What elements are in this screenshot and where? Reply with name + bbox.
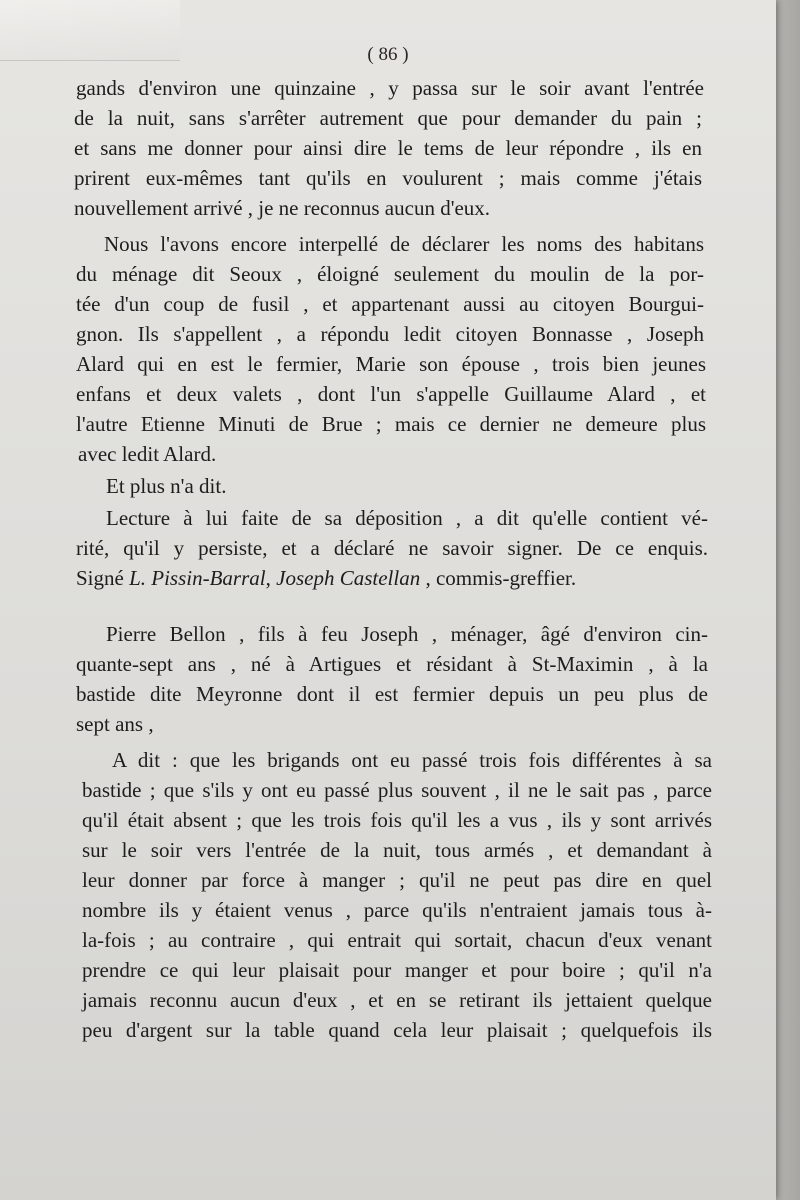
text-line: bastide dite Meyronne dont il est fermier depuis un peu plus de <box>76 682 708 706</box>
text-line: gands d'environ une quinzaine , y passa sur le soir avant l'entrée <box>76 76 704 100</box>
text-line: Pierre Bellon , fils à feu Joseph , ménager, âgé d'environ cin- <box>106 622 708 646</box>
signature-name-2: Joseph Castellan <box>276 566 421 590</box>
text-line: du ménage dit Seoux , éloigné seulement du moulin de la por- <box>76 262 704 286</box>
text-line: bastide ; que s'ils y ont eu passé plus souvent , il ne le sait pas , parce <box>82 778 712 802</box>
text-line: Alard qui en est le fermier, Marie son épouse , trois bien jeunes <box>76 352 706 376</box>
text-line: la-fois ; au contraire , qui entrait qui sortait, chacun d'eux venant <box>82 928 712 952</box>
signature-suffix: , commis-greffier. <box>420 566 577 590</box>
text-line: rité, qu'il y persiste, et a déclaré ne savoir signer. De ce enquis. <box>76 536 708 560</box>
text-line: avec ledit Alard. <box>78 442 217 466</box>
text-line: peu d'argent sur la table quand cela leur plaisait ; quelquefois ils <box>82 1018 712 1042</box>
text-line: de la nuit, sans s'arrêter autrement que pour demander du pain ; <box>74 106 702 130</box>
text-line: nouvellement arrivé , je ne reconnus aucun d'eux. <box>74 196 491 220</box>
signature-name-1: L. Pissin-Barral <box>129 566 266 590</box>
text-line: sept ans , <box>76 712 154 736</box>
signature-line <box>76 566 708 591</box>
text-line: A dit : que les brigands ont eu passé trois fois différentes à sa <box>112 748 712 772</box>
text-line: quante-sept ans , né à Artigues et résidant à St-Maximin , à la <box>76 652 708 676</box>
text-line: jamais reconnu aucun d'eux , et en se retirant ils jettaient quelque <box>82 988 712 1012</box>
text-line: Et plus n'a dit. <box>106 474 227 498</box>
page-number: ( 86 ) <box>367 44 409 65</box>
text-line: et sans me donner pour ainsi dire le tems de leur répondre , ils en <box>74 136 702 160</box>
text-line: tée d'un coup de fusil , et appartenant aussi au citoyen Bourgui- <box>76 292 704 316</box>
text-line: gnon. Ils s'appellent , a répondu ledit citoyen Bonnasse , Joseph <box>76 322 704 346</box>
signature-prefix: Signé <box>76 566 130 590</box>
text-line: prendre ce qui leur plaisait pour manger et pour boire ; qu'il n'a <box>82 958 712 982</box>
text-line: sur le soir vers l'entrée de la nuit, tous armés , et demandant à <box>82 838 712 862</box>
text-line: enfans et deux valets , dont l'un s'appelle Guillaume Alard , et <box>76 382 706 406</box>
text-line: prirent eux-mêmes tant qu'ils en voulurent ; mais comme j'étais <box>74 166 702 190</box>
text-line: nombre ils y étaient venus , parce qu'ils n'entraient jamais tous à- <box>82 898 712 922</box>
text-line: leur donner par force à manger ; qu'il ne peut pas dire en quel <box>82 868 712 892</box>
signature-separator: , <box>265 566 277 590</box>
text-line: Lecture à lui faite de sa déposition , a dit qu'elle contient vé- <box>106 506 708 530</box>
text-line: l'autre Etienne Minuti de Brue ; mais ce dernier ne demeure plus <box>76 412 706 436</box>
text-line: Nous l'avons encore interpellé de déclarer les noms des habitans <box>104 232 704 256</box>
text-line: qu'il était absent ; que les trois fois qu'il les a vus , ils y sont arrivés <box>82 808 712 832</box>
